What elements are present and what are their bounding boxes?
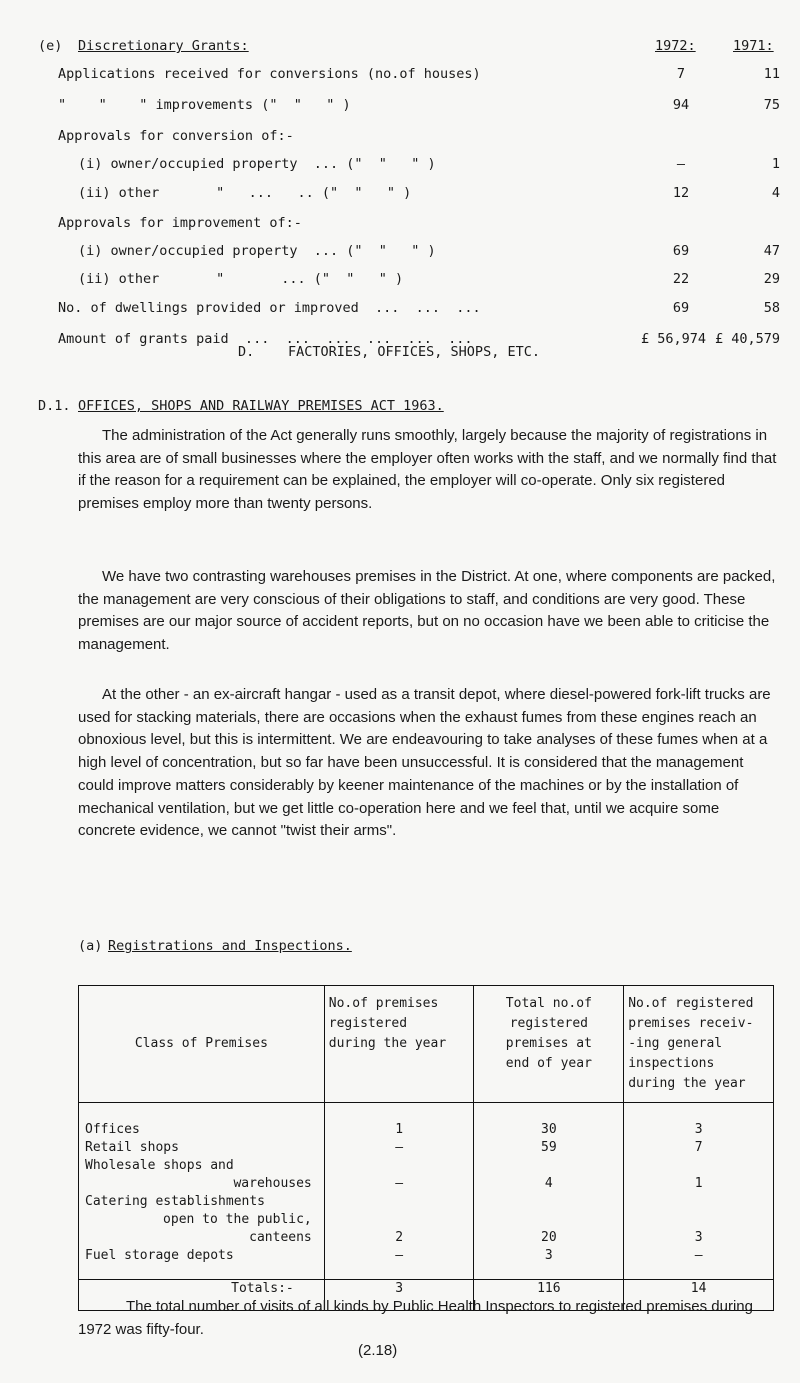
table-cell (480, 1157, 617, 1175)
grant-row (0, 300, 800, 324)
grant-row (0, 66, 800, 90)
header-line: premises receiv- (628, 1016, 754, 1031)
table-cell: 3 (694, 1230, 703, 1245)
grant-row-label: " " " improvements (" " " ) (58, 97, 351, 113)
closing-paragraph: The total number of visits of all kinds by Public Health Inspectors to registered premises during 1972 was fifty-four. (78, 1298, 753, 1338)
table-cell (331, 1193, 468, 1211)
header-line: during the year (328, 1036, 447, 1051)
grant-value-1972: 7 (676, 66, 686, 82)
header-line: during the year (628, 1076, 746, 1091)
grant-row (0, 128, 800, 152)
table-cell: 4 (544, 1176, 553, 1191)
grant-value-1972: 69 (672, 300, 690, 316)
header-class-of-premises: Class of Premises (79, 986, 325, 1103)
header-line: registered (509, 1016, 588, 1031)
registered-column (324, 1103, 474, 1280)
grant-value-1971: 29 (763, 271, 780, 287)
grant-row (0, 185, 800, 209)
grant-value-1972: £ 56,974 (640, 331, 706, 347)
table-heading-letter: (a) (78, 938, 103, 954)
totals-inspections: 14 (624, 1280, 774, 1311)
grant-row-label: No. of dwellings provided or improved ... ... ... (58, 300, 481, 316)
grant-value-1971: 1 (771, 156, 780, 172)
grant-value-1971: 75 (763, 97, 780, 113)
grant-value-1971: 11 (763, 66, 780, 82)
premises-class-line: Fuel storage depots (85, 1248, 234, 1263)
grant-value-1971: 4 (771, 185, 780, 201)
premises-class-line: Wholesale shops and (85, 1158, 234, 1173)
paragraph-2: We have two contrasting warehouses premises in the District. At one, where components are packed, the management are very conscious of their obligations to staff, and conditions are very good. These premises are our major source of accident reports, but on no occasion have we been able to criticise the management. (78, 568, 776, 654)
header-line: No.of registered (628, 996, 754, 1011)
grant-row-label: (ii) other " ... (" " " ) (78, 271, 404, 287)
header-line: registered (328, 1016, 408, 1031)
grant-row (0, 243, 800, 267)
grant-value-1972: 69 (672, 243, 690, 259)
grant-row-label: Approvals for conversion of:- (58, 128, 294, 144)
total-column (474, 1103, 624, 1280)
table-cell: 59 (541, 1140, 557, 1155)
grants-heading-letter: (e) (38, 38, 63, 54)
table-cell (331, 1157, 468, 1175)
premises-class-line: Offices (85, 1122, 140, 1137)
header-general-inspections (624, 986, 774, 1103)
header-line: -ing general (628, 1036, 723, 1051)
premises-class-line: Retail shops (85, 1140, 179, 1155)
grant-value-1972: 94 (672, 97, 690, 113)
grant-value-1972: – (676, 156, 686, 172)
registrations-table (78, 985, 774, 1311)
class-column (79, 1103, 325, 1280)
grant-value-1971: 58 (763, 300, 780, 316)
table-cell: 3 (544, 1248, 553, 1263)
table-cell (630, 1193, 767, 1211)
header-line: premises at (505, 1036, 592, 1051)
table-cell: 1 (395, 1122, 404, 1137)
header-total-registered (474, 986, 624, 1103)
table-cell: – (395, 1140, 404, 1155)
subsection-title: OFFICES, SHOPS AND RAILWAY PREMISES ACT 1963. (78, 398, 444, 414)
page-number: (2.18) (358, 1342, 398, 1359)
header-line: end of year (505, 1056, 592, 1071)
grants-col-1971: 1971: (733, 38, 774, 54)
grant-row (0, 215, 800, 239)
table-cell (480, 1211, 617, 1229)
subsection-number: D.1. (38, 398, 71, 414)
table-heading: Registrations and Inspections. (108, 938, 352, 954)
grants-heading: Discretionary Grants: (78, 38, 249, 54)
table-cell: – (395, 1176, 404, 1191)
grant-row-label: Amount of grants paid ... ... ... ... ... ... (58, 331, 473, 347)
table-cell: – (395, 1248, 404, 1263)
table-cell: 3 (694, 1122, 703, 1137)
grant-row-label: (ii) other " ... .. (" " " ) (78, 185, 412, 201)
grant-row-label: Approvals for improvement of:- (58, 215, 302, 231)
section-letter: D. (238, 344, 255, 360)
premises-class-line: warehouses (233, 1176, 312, 1191)
grant-row-label: (i) owner/occupied property ... (" " " ) (78, 156, 436, 172)
grant-value-1972: 22 (672, 271, 690, 287)
inspections-column (624, 1103, 774, 1280)
grants-col-1972: 1972: (655, 38, 696, 54)
table-cell: 7 (694, 1140, 703, 1155)
table-cell: 30 (541, 1122, 557, 1137)
header-registered-during-year (324, 986, 474, 1103)
table-cell (331, 1211, 468, 1229)
table-cell: – (694, 1248, 703, 1263)
premises-class-line: open to the public, (163, 1212, 312, 1227)
totals-label: Totals:- (79, 1280, 325, 1311)
paragraph-3: At the other - an ex-aircraft hangar - used as a transit depot, where diesel-powered fork-lift trucks are used for stacking materials, there are occasions when the exhaust fumes from these engines reach an obnoxious level, but this is intermittent. We are endeavouring to take analyses of these fumes when at a high level of concentration, but so far have been unsuccessful. It is considered that the management could improve matters considerably by keener maintenance of the machines or by the installation of mechanical ventilation, but we get little co-operation here and we feel that, until we acquire some concrete evidence, we cannot "twist their arms". (78, 686, 771, 840)
grant-row-label: Applications received for conversions (no.of houses) (58, 66, 481, 82)
grant-row-label: (i) owner/occupied property ... (" " " ) (78, 243, 436, 259)
premises-class-line: canteens (249, 1230, 312, 1245)
table-cell (480, 1193, 617, 1211)
grant-value-1971: 47 (763, 243, 780, 259)
grant-value-1971: £ 40,579 (714, 331, 780, 347)
grant-value-1972: 12 (672, 185, 690, 201)
totals-total: 116 (474, 1280, 624, 1311)
premises-class-line: Catering establishments (85, 1194, 266, 1209)
table-cell (630, 1157, 767, 1175)
section-title: FACTORIES, OFFICES, SHOPS, ETC. (288, 344, 540, 360)
grant-row (0, 97, 800, 121)
grant-row (0, 156, 800, 180)
table-cell: 2 (395, 1230, 404, 1245)
paragraph-1: The administration of the Act generally runs smoothly, largely because the majority of registrations in this area are of small businesses where the employer often works with the staff, and we normally find that if the reason for a requirement can be explained, the employer will co-operate. Only six registered premises employ more than twenty persons. (78, 427, 777, 513)
table-cell: 1 (694, 1176, 703, 1191)
table-cell: 20 (541, 1230, 557, 1245)
header-line: inspections (628, 1056, 715, 1071)
header-line: No.of premises (328, 996, 439, 1011)
table-cell (630, 1211, 767, 1229)
totals-registered: 3 (324, 1280, 474, 1311)
grant-row (0, 271, 800, 295)
header-line: Total no.of (505, 996, 592, 1011)
